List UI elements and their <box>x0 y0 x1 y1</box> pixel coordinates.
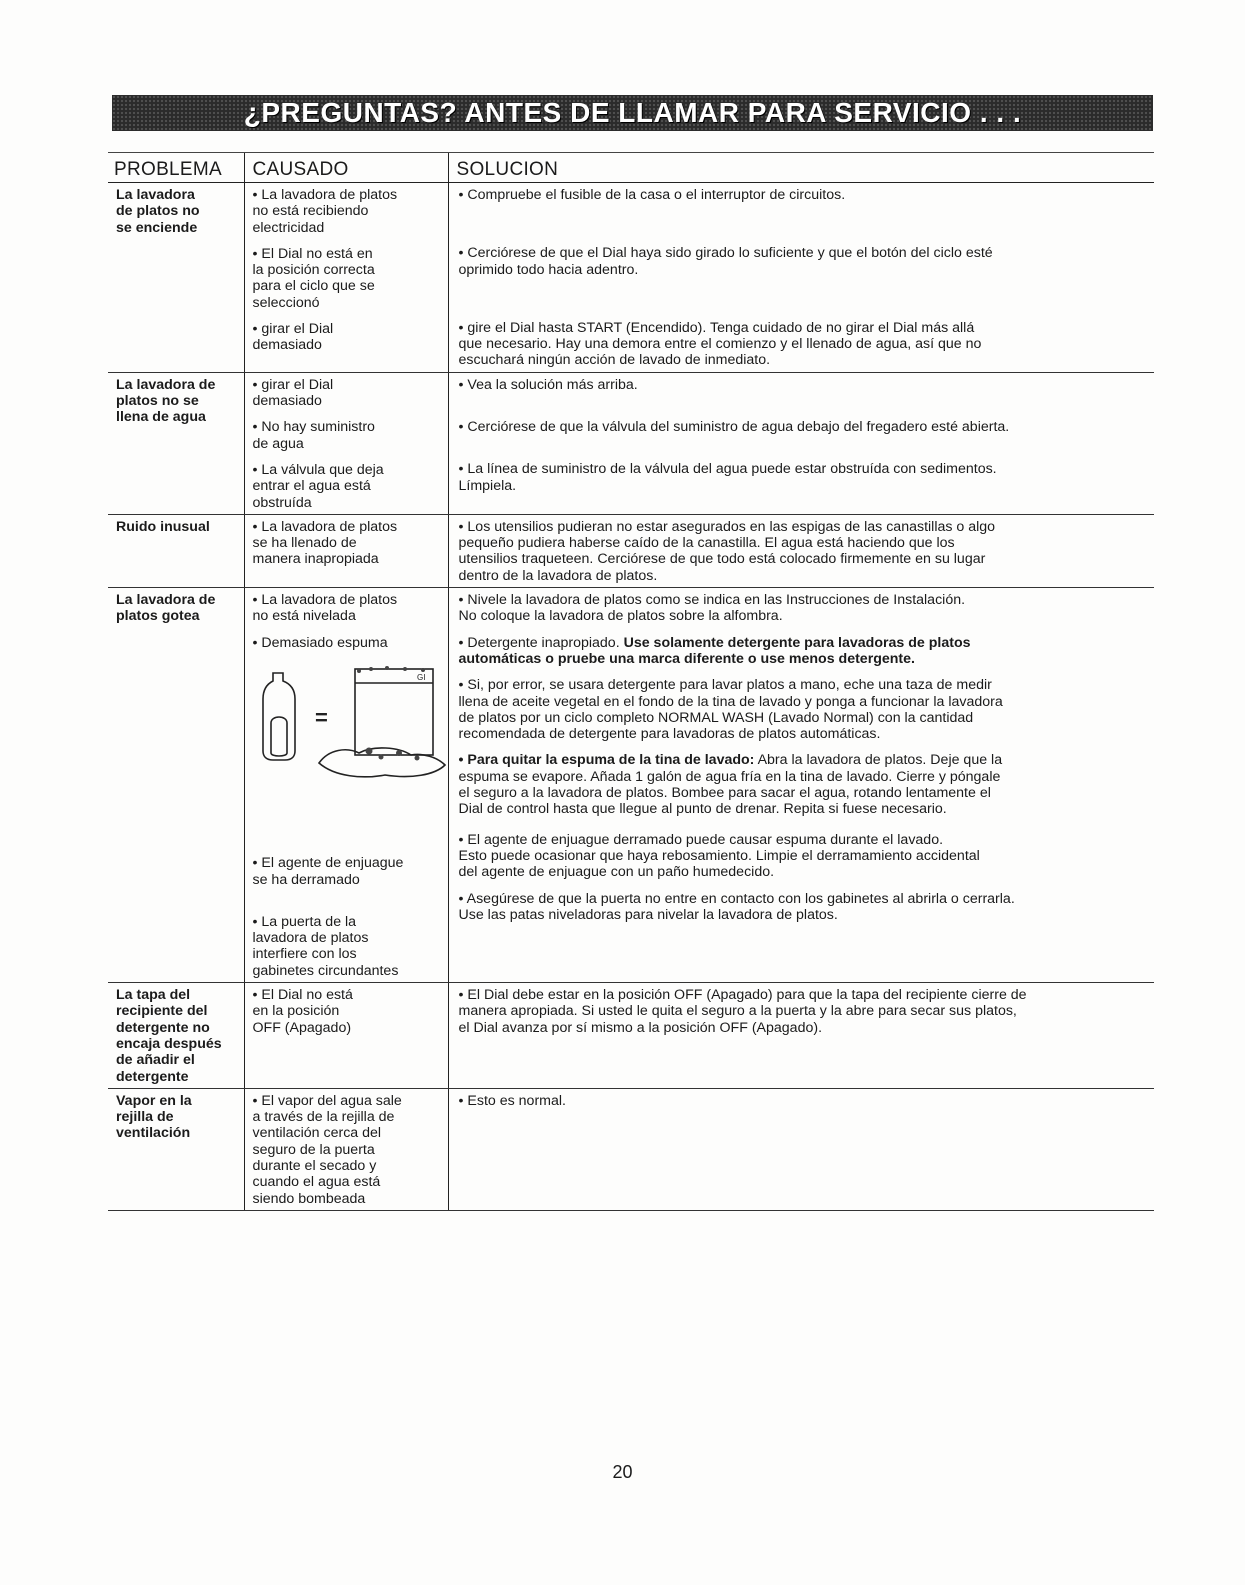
problem-line: La lavadora de <box>116 592 216 609</box>
foam-bubble <box>378 754 383 759</box>
cause-item <box>253 635 448 651</box>
solution-line: escuchará ningún acción de lavado de inmediato. <box>458 352 771 369</box>
foam-puddle-shape <box>319 748 445 777</box>
cause-line: gabinetes circundantes <box>252 962 399 979</box>
solution-item <box>459 635 1151 668</box>
solution-line: dentro de la lavadora de platos. <box>458 567 658 584</box>
table-header-row <box>108 153 1154 183</box>
solution-line: • Nivele la lavadora de platos como se indica en las Instrucciones de Instalación. <box>458 592 966 609</box>
cause-line: • El Dial no está <box>252 987 353 1004</box>
cause-item <box>253 462 448 511</box>
problem-cell <box>108 983 244 1089</box>
solution-line: • Cerciórese de que el Dial haya sido girado lo suficiente y que el botón del ciclo esté <box>458 245 993 262</box>
cause-line: cuando el agua está <box>252 1174 381 1191</box>
solution-line: del agente de enjuague con un paño humedecido. <box>458 864 775 881</box>
cause-line: seguro de la puerta <box>252 1141 375 1158</box>
cause-line: • El vapor del agua sale <box>252 1092 402 1109</box>
cause-line: • La puerta de la <box>252 913 357 930</box>
solution-line: • El agente de enjuague derramado puede causar espuma durante el lavado. <box>458 831 944 848</box>
problem-line: recipiente del <box>116 1003 208 1020</box>
cause-line: en la posición <box>252 1003 340 1020</box>
solution-line: • Si, por error, se usara detergente para lavar platos a mano, eche una taza de medir <box>458 677 992 694</box>
problem-line: Ruido inusual <box>116 518 210 535</box>
cause-cell <box>244 514 448 587</box>
page-title: ¿PREGUNTAS? ANTES DE LLAMAR PARA SERVICIO . . . <box>243 97 1022 128</box>
problem-line: detergente no <box>116 1019 210 1036</box>
table-row <box>108 1088 1154 1210</box>
cause-item <box>253 1093 448 1207</box>
problem-cell <box>108 183 244 373</box>
solution-item <box>459 592 1151 625</box>
cause-line: electricidad <box>252 219 325 236</box>
problem-line: Vapor en la <box>116 1092 192 1109</box>
solution-line: • El Dial debe estar en la posición OFF (Apagado) para que la tapa del recipiente cierre de <box>458 987 1027 1004</box>
solution-item <box>459 419 1151 435</box>
column-header-solution: SOLUCION <box>448 153 1154 183</box>
problem-line: se enciende <box>116 219 198 236</box>
solution-line: pequeño pudiera haberse caído de la canastilla. El agua está haciendo que los <box>458 535 955 552</box>
table-row <box>108 514 1154 587</box>
page-number: 20 <box>612 1462 633 1482</box>
solution-line <box>458 752 1151 769</box>
problem-line: platos gotea <box>116 608 200 625</box>
foam-bubble <box>365 747 372 754</box>
solution-item <box>459 519 1151 584</box>
cause-item <box>253 377 448 410</box>
cause-line: ventilación cerca del <box>252 1125 382 1142</box>
solution-line: el Dial avanza por sí mismo a la posición OFF (Apagado). <box>458 1019 823 1036</box>
column-header-cause: CAUSADO <box>244 153 448 183</box>
cause-line: obstruída <box>252 494 312 511</box>
foam-bubble <box>403 667 407 671</box>
cause-line: siendo bombeada <box>252 1190 366 1207</box>
solution-line: • gire el Dial hasta START (Encendido). Tenga cuidado de no girar el Dial más allá <box>458 319 975 336</box>
cause-cell <box>244 588 448 983</box>
cause-item <box>253 246 448 311</box>
problem-cell <box>108 1088 244 1210</box>
table-row <box>108 372 1154 514</box>
solution-cell <box>448 514 1154 587</box>
solution-item <box>459 987 1151 1036</box>
cause-line: manera inapropiada <box>252 551 379 568</box>
solution-line: • Esto es normal. <box>458 1092 566 1109</box>
problem-line: de añadir el <box>116 1052 195 1069</box>
solution-line: manera apropiada. Si usted le quita el seguro a la puerta y la abre para secar sus platos, <box>458 1003 1017 1020</box>
cause-cell <box>244 1088 448 1210</box>
cause-line: • El agente de enjuague <box>252 855 404 872</box>
solution-line: que necesario. Hay una demora entre el comienzo y el llenado de agua, así que no <box>458 336 982 353</box>
solution-bold-text: Use solamente detergente para lavadoras de platos <box>623 634 971 651</box>
problem-line: detergente <box>116 1068 189 1085</box>
bottle-equals-dishwasher-foam-icon <box>259 663 449 783</box>
solution-item <box>459 752 1151 817</box>
solution-cell <box>448 1088 1154 1210</box>
cause-item <box>253 419 448 452</box>
solution-text: • Detergente inapropiado. <box>458 634 620 651</box>
solution-line: • Asegúrese de que la puerta no entre en contacto con los gabinetes al abrirla o cerrarla. <box>458 890 1015 907</box>
solution-line: • Compruebe el fusible de la casa o el interruptor de circuitos. <box>458 187 846 203</box>
solution-bold-text: • Para quitar la espuma de la tina de lavado: <box>458 752 755 769</box>
equals-sign: = <box>314 704 328 730</box>
troubleshooting-table <box>108 152 1154 1211</box>
problem-line: platos no se <box>116 393 199 410</box>
solution-item <box>459 891 1151 924</box>
cause-line: no está nivelada <box>252 608 356 625</box>
solution-cell <box>448 588 1154 983</box>
cause-line: entrar el agua está <box>252 478 371 495</box>
problem-line: encaja después <box>116 1035 222 1052</box>
foam-bubble <box>421 668 425 672</box>
solution-line: Use las patas niveladoras para nivelar la lavadora de platos. <box>458 906 838 923</box>
cause-line: • Demasiado espuma <box>252 634 388 651</box>
dishwasher-label: GI <box>416 672 425 682</box>
solution-line: No coloque la lavadora de platos sobre la alfombra. <box>458 608 783 625</box>
cause-item <box>253 321 448 354</box>
cause-item <box>253 592 448 625</box>
foam-bubble <box>369 667 373 671</box>
cause-line: demasiado <box>252 393 322 410</box>
problem-line: ventilación <box>116 1125 191 1142</box>
solution-line: Dial de control hasta que llegue al punto de drenar. Repita si fuese necesario. <box>458 801 947 818</box>
cause-line: demasiado <box>252 337 322 354</box>
cause-line: para el ciclo que se <box>252 278 375 295</box>
solution-line: espuma se evapore. Añada 1 galón de agua fría en la tina de lavado. Cierre y póngale <box>458 768 1001 785</box>
problem-cell <box>108 372 244 514</box>
cause-item <box>253 855 448 888</box>
table-row <box>108 983 1154 1089</box>
solution-item <box>459 320 1151 369</box>
cause-line: • No hay suministro <box>252 419 375 436</box>
problem-line: La tapa del <box>116 987 191 1004</box>
solution-line: llena de aceite vegetal en el fondo de la tina de lavado y ponga a funcionar la lavadora <box>458 693 1003 710</box>
cause-line: • girar el Dial <box>252 321 334 338</box>
solution-item <box>459 187 1151 203</box>
problem-line: rejilla de <box>116 1109 174 1126</box>
solution-line: • La línea de suministro de la válvula del agua puede estar obstruída con sedimentos. <box>458 461 997 478</box>
problem-cell <box>108 514 244 587</box>
cause-item <box>253 187 448 236</box>
solution-line: • Los utensilios pudieran no estar asegurados en las espigas de las canastillas o algo <box>458 518 996 535</box>
table-row <box>108 183 1154 373</box>
problem-line: La lavadora de <box>116 376 216 393</box>
foam-bubble <box>357 669 361 673</box>
solution-line: el seguro a la lavadora de platos. Bombee para sacar el agua, rotando lentamente el <box>458 785 991 802</box>
cause-item <box>253 519 448 568</box>
column-header-problem: PROBLEMA <box>108 153 244 183</box>
solution-line: recomendada de detergente para lavadoras de platos automáticas. <box>458 726 881 743</box>
cause-line: • girar el Dial <box>252 376 334 393</box>
solution-line: Límpiela. <box>458 477 517 494</box>
problem-cell <box>108 588 244 983</box>
cause-line: se ha llenado de <box>252 535 357 552</box>
foam-bubble <box>396 750 402 756</box>
solution-item <box>459 677 1151 742</box>
cause-cell <box>244 983 448 1089</box>
cause-line: durante el secado y <box>252 1157 377 1174</box>
cause-line: • La válvula que deja <box>252 461 384 478</box>
solution-cell <box>448 983 1154 1089</box>
solution-cell <box>448 372 1154 514</box>
solution-line: de platos por un ciclo completo NORMAL WASH (Lavado Normal) con la cantidad <box>458 709 974 726</box>
problem-line: La lavadora <box>116 187 195 203</box>
cause-line: OFF (Apagado) <box>252 1019 352 1036</box>
bottle-label-shape <box>271 717 287 756</box>
problem-line: llena de agua <box>116 409 206 426</box>
cause-line: seleccionó <box>252 294 320 311</box>
solution-item <box>459 245 1151 278</box>
cause-item <box>253 914 448 979</box>
solution-line: utensilios traqueteen. Cerciórese de que todo está colocado firmemente en su lugar <box>458 551 986 568</box>
solution-item <box>459 461 1151 494</box>
solution-line: oprimido todo hacia adentro. <box>458 261 639 278</box>
cause-line: la posición correcta <box>252 262 375 279</box>
cause-line: de agua <box>252 435 304 452</box>
cause-line: • La lavadora de platos <box>252 592 398 609</box>
cause-cell <box>244 372 448 514</box>
solution-line: • Vea la solución más arriba. <box>458 376 638 393</box>
solution-line: Esto puede ocasionar que haya rebosamiento. Limpie el derramamiento accidental <box>458 847 980 864</box>
cause-line: no está recibiendo <box>252 203 369 220</box>
solution-item <box>459 1093 1151 1109</box>
cause-line: se ha derramado <box>252 871 360 888</box>
cause-cell <box>244 183 448 373</box>
cause-line: lavadora de platos <box>252 930 369 947</box>
solution-cell <box>448 183 1154 373</box>
solution-item <box>459 832 1151 881</box>
cause-line: interfiere con los <box>252 946 357 963</box>
header-banner <box>112 95 1153 131</box>
solution-line <box>458 634 1151 651</box>
problem-line: de platos no <box>116 203 200 220</box>
solution-line: • Cerciórese de que la válvula del suministro de agua debajo del fregadero esté abierta. <box>458 419 1010 436</box>
table-row <box>108 588 1154 983</box>
cause-line: • La lavadora de platos <box>252 518 398 535</box>
cause-line: • La lavadora de platos <box>252 187 398 203</box>
foam-bubble <box>414 755 419 760</box>
cause-line: • El Dial no está en <box>252 245 373 262</box>
foam-bubble <box>385 666 389 670</box>
cause-item <box>253 987 448 1036</box>
solution-line: automáticas o pruebe una marca diferente o use menos detergente. <box>458 650 915 667</box>
cause-line: a través de la rejilla de <box>252 1109 395 1126</box>
solution-text: Abra la lavadora de platos. Deje que la <box>754 752 1003 769</box>
solution-item <box>459 377 1151 393</box>
